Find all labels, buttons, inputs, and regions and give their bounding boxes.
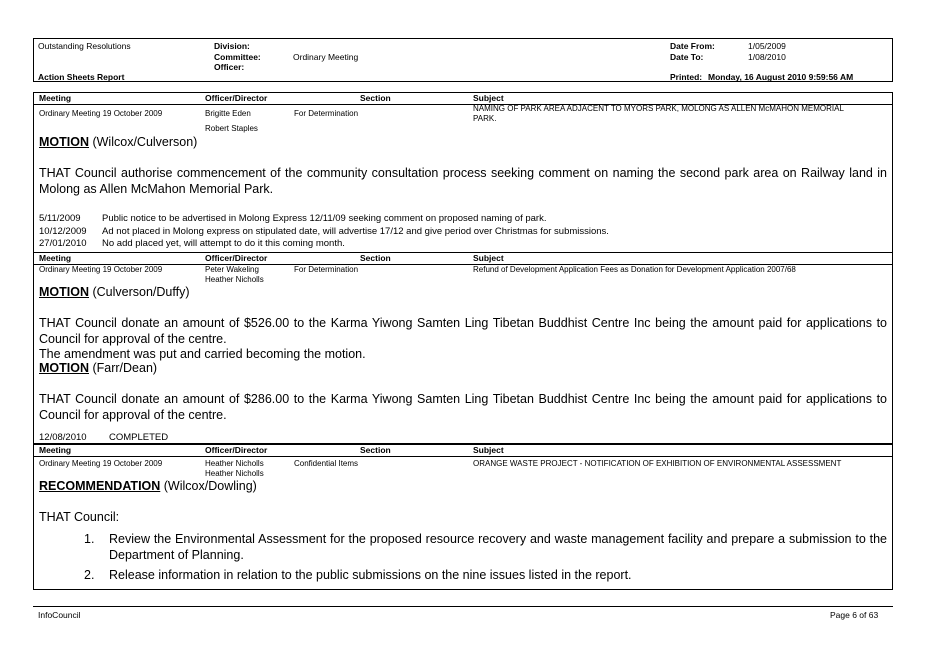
motion-text: THAT Council donate an amount of $526.00 to the Karma Yiwong Samten Ling Tibetan Buddhist Centre Inc being the amount paid for applications to Council for approval of the centre. bbox=[39, 316, 887, 346]
list-number: 1. bbox=[84, 532, 95, 546]
resolution-item-2 bbox=[33, 252, 893, 444]
committee-value: Ordinary Meeting bbox=[293, 52, 359, 62]
action-note bbox=[39, 432, 169, 443]
col-officer: Officer/Director bbox=[205, 93, 268, 103]
list-item: Release information in relation to the public submissions on the nine issues listed in the report. bbox=[109, 568, 632, 582]
subject-cell: Refund of Development Application Fees as Donation for Development Application 2007/68 bbox=[473, 265, 796, 274]
note-date: 5/11/2009 bbox=[39, 213, 81, 224]
motion-heading bbox=[39, 285, 190, 299]
motion-label: MOTION bbox=[39, 361, 89, 375]
col-meeting: Meeting bbox=[39, 253, 72, 263]
note-text: No add placed yet, will attempt to do it this coming month. bbox=[102, 238, 345, 249]
subject-cell: NAMING OF PARK AREA ADJACENT TO MYORS PARK, MOLONG AS ALLEN McMAHON MEMORIAL bbox=[473, 104, 844, 113]
note-text: Ad not placed in Molong express on stipulated date, will advertise 17/12 and give period over Christmas for submissions. bbox=[102, 226, 609, 237]
motion-heading bbox=[39, 135, 197, 149]
officer-cell: Peter Wakeling bbox=[205, 265, 259, 274]
motion-label: MOTION bbox=[39, 135, 89, 149]
col-meeting: Meeting bbox=[39, 445, 72, 455]
report-title: Action Sheets Report bbox=[38, 72, 125, 82]
note-text: Public notice to be advertised in Molong Express 12/11/09 seeking comment on proposed naming of park. bbox=[102, 213, 547, 224]
motion-label: MOTION bbox=[39, 285, 89, 299]
note-date: 12/08/2010 bbox=[39, 432, 87, 443]
date-from-label: Date From: bbox=[670, 41, 715, 51]
printed-label: Printed: bbox=[670, 72, 703, 82]
motion-text: THAT Council donate an amount of $286.00 to the Karma Yiwong Samten Ling Tibetan Buddhist Centre Inc being the amount paid for applications to Council for approval of the centre. bbox=[39, 392, 887, 422]
officer-label: Officer: bbox=[214, 62, 245, 72]
list-number: 2. bbox=[84, 568, 95, 582]
date-to-label: Date To: bbox=[670, 52, 704, 62]
resolution-item-1 bbox=[33, 92, 893, 253]
meeting-cell: Ordinary Meeting 19 October 2009 bbox=[39, 265, 163, 274]
note-date: 10/12/2009 bbox=[39, 226, 87, 237]
recommendation-heading bbox=[39, 479, 257, 493]
recommendation-intro: THAT Council: bbox=[39, 510, 120, 524]
column-header bbox=[34, 445, 892, 457]
section-cell: For Determination bbox=[294, 109, 359, 118]
col-subject: Subject bbox=[473, 253, 504, 263]
recommendation-label: RECOMMENDATION bbox=[39, 479, 161, 493]
org-title: Outstanding Resolutions bbox=[38, 41, 131, 51]
officer-cell: Brigitte Eden bbox=[205, 109, 251, 118]
col-section: Section bbox=[360, 253, 391, 263]
col-section: Section bbox=[360, 93, 391, 103]
meeting-cell: Ordinary Meeting 19 October 2009 bbox=[39, 109, 163, 118]
column-header bbox=[34, 253, 892, 265]
subject-cell: PARK. bbox=[473, 114, 497, 123]
motion-text: THAT Council authorise commencement of the community consultation process seeking comment on naming the second park area on Railway land in Molong as Allen McMahon Memorial Park. bbox=[39, 166, 887, 196]
officer-cell: Heather Nicholls bbox=[205, 469, 264, 478]
note-date: 27/01/2010 bbox=[39, 238, 87, 249]
col-officer: Officer/Director bbox=[205, 445, 268, 455]
col-subject: Subject bbox=[473, 445, 504, 455]
action-note bbox=[39, 238, 345, 249]
col-section: Section bbox=[360, 445, 391, 455]
note-text: COMPLETED bbox=[109, 432, 169, 443]
amendment-text: The amendment was put and carried becoming the motion. bbox=[39, 347, 366, 361]
motion-movers: (Culverson/Duffy) bbox=[89, 285, 190, 299]
footer-page-number: Page 6 of 63 bbox=[830, 610, 879, 620]
col-meeting: Meeting bbox=[39, 93, 72, 103]
footer-divider bbox=[33, 606, 893, 607]
section-cell: Confidential Items bbox=[294, 459, 359, 468]
footer-system: InfoCouncil bbox=[38, 610, 81, 620]
recommendation-movers: (Wilcox/Dowling) bbox=[160, 479, 257, 493]
printed-value: Monday, 16 August 2010 9:59:56 AM bbox=[708, 72, 854, 82]
list-item: Review the Environmental Assessment for the proposed resource recovery and waste management facility and prepare a submission to the Department of Planning. bbox=[109, 532, 887, 562]
date-from-value: 1/05/2009 bbox=[748, 41, 786, 51]
division-label: Division: bbox=[214, 41, 250, 51]
officer-cell: Heather Nicholls bbox=[205, 275, 264, 284]
committee-label: Committee: bbox=[214, 52, 261, 62]
date-to-value: 1/08/2010 bbox=[748, 52, 786, 62]
motion-movers: (Wilcox/Culverson) bbox=[89, 135, 198, 149]
officer-cell: Heather Nicholls bbox=[205, 459, 264, 468]
subject-cell: ORANGE WASTE PROJECT - NOTIFICATION OF EXHIBITION OF ENVIRONMENTAL ASSESSMENT bbox=[473, 459, 842, 468]
motion-movers: (Farr/Dean) bbox=[89, 361, 158, 375]
motion-heading bbox=[39, 361, 157, 375]
col-subject: Subject bbox=[473, 93, 504, 103]
col-officer: Officer/Director bbox=[205, 253, 268, 263]
officer-cell: Robert Staples bbox=[205, 124, 258, 133]
section-cell: For Determination bbox=[294, 265, 359, 274]
resolution-item-3 bbox=[33, 444, 893, 590]
meeting-cell: Ordinary Meeting 19 October 2009 bbox=[39, 459, 163, 468]
action-note bbox=[39, 226, 609, 237]
action-note bbox=[39, 213, 547, 224]
